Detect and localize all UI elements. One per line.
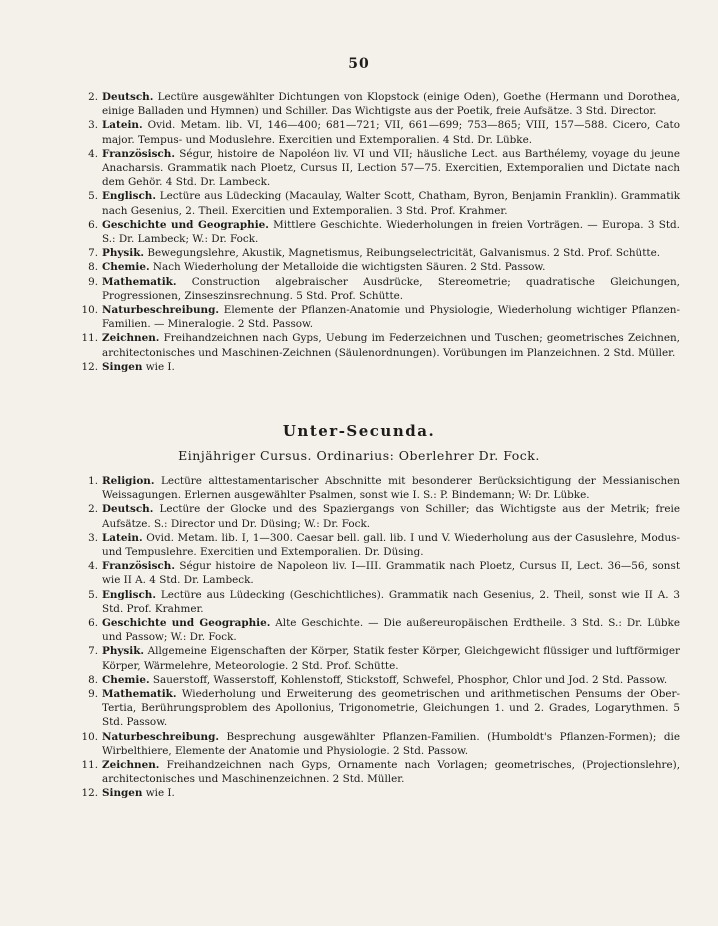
list-item — [81, 730, 680, 758]
list-item — [84, 687, 680, 730]
item-number: 5. — [88, 190, 98, 203]
item-number: 8. — [88, 261, 98, 274]
subject-description: Freihandzeichnen nach Gyps, Ornamente nach Vorlagen; geometrisches, (Projectionslehre), architectonisches und Maschinenzeichnen. 2 Std. Müller. — [102, 759, 680, 786]
list-item — [81, 360, 680, 374]
subject-description: Ségur histoire de Napoleon liv. I—III. Grammatik nach Ploetz, Cursus II, Lect. 36—56, sonst wie II A. 4 Std. Dr. Lambeck. — [102, 560, 680, 587]
section-subtitle: Einjähriger Cursus. Ordinarius: Oberlehrer Dr. Fock. — [178, 448, 540, 463]
item-number: 12. — [81, 787, 98, 800]
subject-name: Englisch. — [102, 190, 156, 203]
subject-description: Alte Geschichte. — Die außereuropäischen Erdtheile. 3 Std. S.: Dr. Lübke und Passow; W.: Dr. Fock. — [102, 617, 680, 644]
subject-name: Physik. — [102, 645, 145, 658]
subject-description: Lectüre alttestamentarischer Abschnitte mit besonderer Berücksichtigung der Messianischen Weissagungen. Erlernen ausgewählter Psalmen, sonst wie I. S.: P. Bindemann; W: Dr. Lübke. — [102, 475, 680, 502]
subject-name: Naturbeschreibung. — [102, 304, 219, 317]
subject-name: Religion. — [102, 475, 155, 487]
subject-description: Bewegungslehre, Akustik, Magnetismus, Reibungselectricität, Galvanismus. 2 Std. Prof. Schütte. — [147, 247, 661, 260]
list-item — [84, 673, 680, 687]
subject-name: Singen — [102, 360, 143, 373]
item-number: 6. — [88, 617, 98, 630]
subject-description: Ovid. Metam. lib. VI, 146—400; 681—721; VII, 661—699; 753—865; VIII, 157—588. Cicero, Cato major. Tempus- und Moduslehre. Exercitien und Extemporalien. 4 Std. Dr. Lübke. — [102, 119, 680, 146]
subject-name: Englisch. — [102, 588, 156, 601]
item-number: 7. — [88, 247, 98, 260]
subject-name: Geschichte und Geographie. — [102, 218, 269, 231]
item-number: 3. — [88, 531, 98, 544]
item-number: 11. — [81, 759, 98, 772]
item-number: 10. — [81, 730, 98, 743]
subject-description: Ségur, histoire de Napoléon liv. VI und VII; häusliche Lect. aus Barthélemy, voyage du jeune Anacharsis. Grammatik nach Ploetz, Cursus II, Lection 57—75. Exercitien, Extemporalien und Dictate nach dem Gehör. 4 Std. Dr. Lambeck. — [102, 147, 680, 189]
upper-subject-list — [81, 90, 680, 374]
list-item — [84, 474, 680, 502]
subject-description: Construction algebraischer Ausdrücke, Stereometrie; quadratische Gleichungen, Progressionen, Zinseszinsrechnung. 5 Std. Prof. Schütte. — [102, 275, 680, 302]
page-number: 50 — [348, 56, 370, 72]
subject-description: Elemente der Pflanzen-Anatomie und Physiologie, Wiederholung wichtiger Pflanzen-Familien. — Mineralogie. 2 Std. Passow. — [102, 304, 680, 331]
list-item — [84, 90, 680, 118]
list-item — [84, 246, 680, 260]
subject-name: Mathematik. — [102, 688, 177, 701]
subject-description: Freihandzeichnen nach Gyps, Uebung im Federzeichnen und Tuschen; geometrisches Zeichnen, architectonisches und Maschinen-Zeichnen (Säulenordnungen). Vorübungen im Planzeichnen. 2 Std. Müller. — [102, 332, 680, 359]
subject-description: Ovid. Metam. lib. I, 1—300. Caesar bell. gall. lib. I und V. Wiederholung aus der Casuslehre, Modus- und Tempuslehre. Exercitien und Extemporalien. Dr. Düsing. — [102, 531, 680, 559]
subject-name: Latein. — [102, 531, 143, 544]
item-number: 7. — [88, 645, 98, 658]
item-number: 5. — [88, 588, 98, 601]
subject-name: Chemie. — [102, 261, 150, 274]
item-number: 4. — [88, 560, 98, 573]
subject-description: wie I. — [145, 360, 175, 373]
list-item — [84, 644, 680, 672]
list-item — [84, 260, 680, 274]
subject-name: Geschichte und Geographie. — [102, 617, 271, 630]
item-number: 2. — [88, 91, 98, 103]
subject-description: Allgemeine Eigenschaften der Körper, Statik fester Körper, Gleichgewicht flüssiger und luftförmiger Körper, Wärmelehre, Meteorologie. 2 Std. Prof. Schütte. — [102, 645, 680, 672]
subject-description: wie I. — [145, 787, 175, 800]
list-item — [84, 502, 680, 530]
subject-name: Deutsch. — [102, 503, 154, 516]
list-item — [84, 189, 680, 217]
item-number: 6. — [88, 218, 98, 231]
list-item — [84, 147, 680, 190]
list-item — [84, 118, 680, 146]
item-number: 10. — [81, 304, 98, 317]
item-number: 1. — [88, 475, 98, 487]
item-number: 9. — [88, 275, 98, 288]
list-item — [84, 616, 680, 644]
subject-name: Mathematik. — [102, 275, 177, 288]
subject-description: Lectüre aus Lüdecking (Geschichtliches). Grammatik nach Gesenius, 2. Theil, sonst wie II A. 3 Std. Prof. Krahmer. — [102, 588, 680, 615]
list-item — [81, 331, 680, 359]
list-item — [84, 531, 680, 559]
subject-name: Chemie. — [102, 673, 150, 686]
subject-name: Französisch. — [102, 560, 175, 573]
subject-name: Zeichnen. — [102, 759, 160, 772]
subject-name: Physik. — [102, 247, 145, 260]
list-item — [84, 275, 680, 303]
subject-description: Sauerstoff, Wasserstoff, Kohlenstoff, Stickstoff, Schwefel, Phosphor, Chlor und Jod. 2 Std. Passow. — [152, 673, 668, 686]
subject-name: Latein. — [102, 119, 143, 132]
list-item — [84, 218, 680, 246]
item-number: 11. — [81, 332, 98, 345]
item-number: 12. — [81, 360, 98, 373]
subject-description: Lectüre der Glocke und des Spaziergangs von Schiller; das Wichtigste aus der Metrik; freie Aufsätze. S.: Director und Dr. Düsing; W.: Dr. Fock. — [102, 503, 680, 530]
item-number: 2. — [88, 503, 98, 516]
subject-description: Mittlere Geschichte. Wiederholungen in freien Vorträgen. — Europa. 3 Std. S.: Dr. Lambeck; W.: Dr. Fock. — [102, 218, 680, 246]
item-number: 3. — [88, 119, 98, 132]
subject-description: Wiederholung und Erweiterung des geometrischen und arithmetischen Pensums der Ober-Tertia, Berührungsproblem des Apollonius, Trigonometrie, Gleichungen 1. und 2. Grades, Logarythmen. 5 Std. Passow. — [102, 688, 680, 729]
list-item — [81, 758, 680, 786]
item-number: 8. — [88, 673, 98, 686]
subject-name: Singen — [102, 787, 143, 800]
subject-name: Französisch. — [102, 147, 175, 160]
list-item — [81, 303, 680, 331]
item-number: 4. — [88, 147, 98, 160]
section-title: Unter-Secunda. — [282, 422, 436, 440]
list-item — [84, 588, 680, 616]
subject-name: Naturbeschreibung. — [102, 730, 219, 743]
lower-subject-list — [81, 474, 680, 801]
subject-description: Nach Wiederholung der Metalloide die wichtigsten Säuren. 2 Std. Passow. — [152, 261, 546, 274]
subject-description: Lectüre ausgewählter Dichtungen von Klopstock (einige Oden), Goethe (Hermann und Dorothea, einige Balladen und Hymnen) und Schiller. Das Wichtigste aus der Poetik, freie Aufsätze. 3 Std. Director. — [102, 91, 680, 118]
subject-name: Zeichnen. — [102, 332, 160, 345]
list-item — [81, 786, 680, 800]
item-number: 9. — [88, 688, 98, 701]
subject-description: Besprechung ausgewählter Pflanzen-Familien. (Humboldt's Pflanzen-Formen); die Wirbelthiere, Elemente der Anatomie und Physiologie. 2 Std. Passow. — [102, 730, 680, 757]
subject-description: Lectüre aus Lüdecking (Macaulay, Walter Scott, Chatham, Byron, Benjamin Franklin). Grammatik nach Gesenius, 2. Theil. Exercitien und Extemporalien. 3 Std. Prof. Krahmer. — [102, 190, 680, 217]
list-item — [84, 559, 680, 587]
subject-name: Deutsch. — [102, 91, 154, 103]
